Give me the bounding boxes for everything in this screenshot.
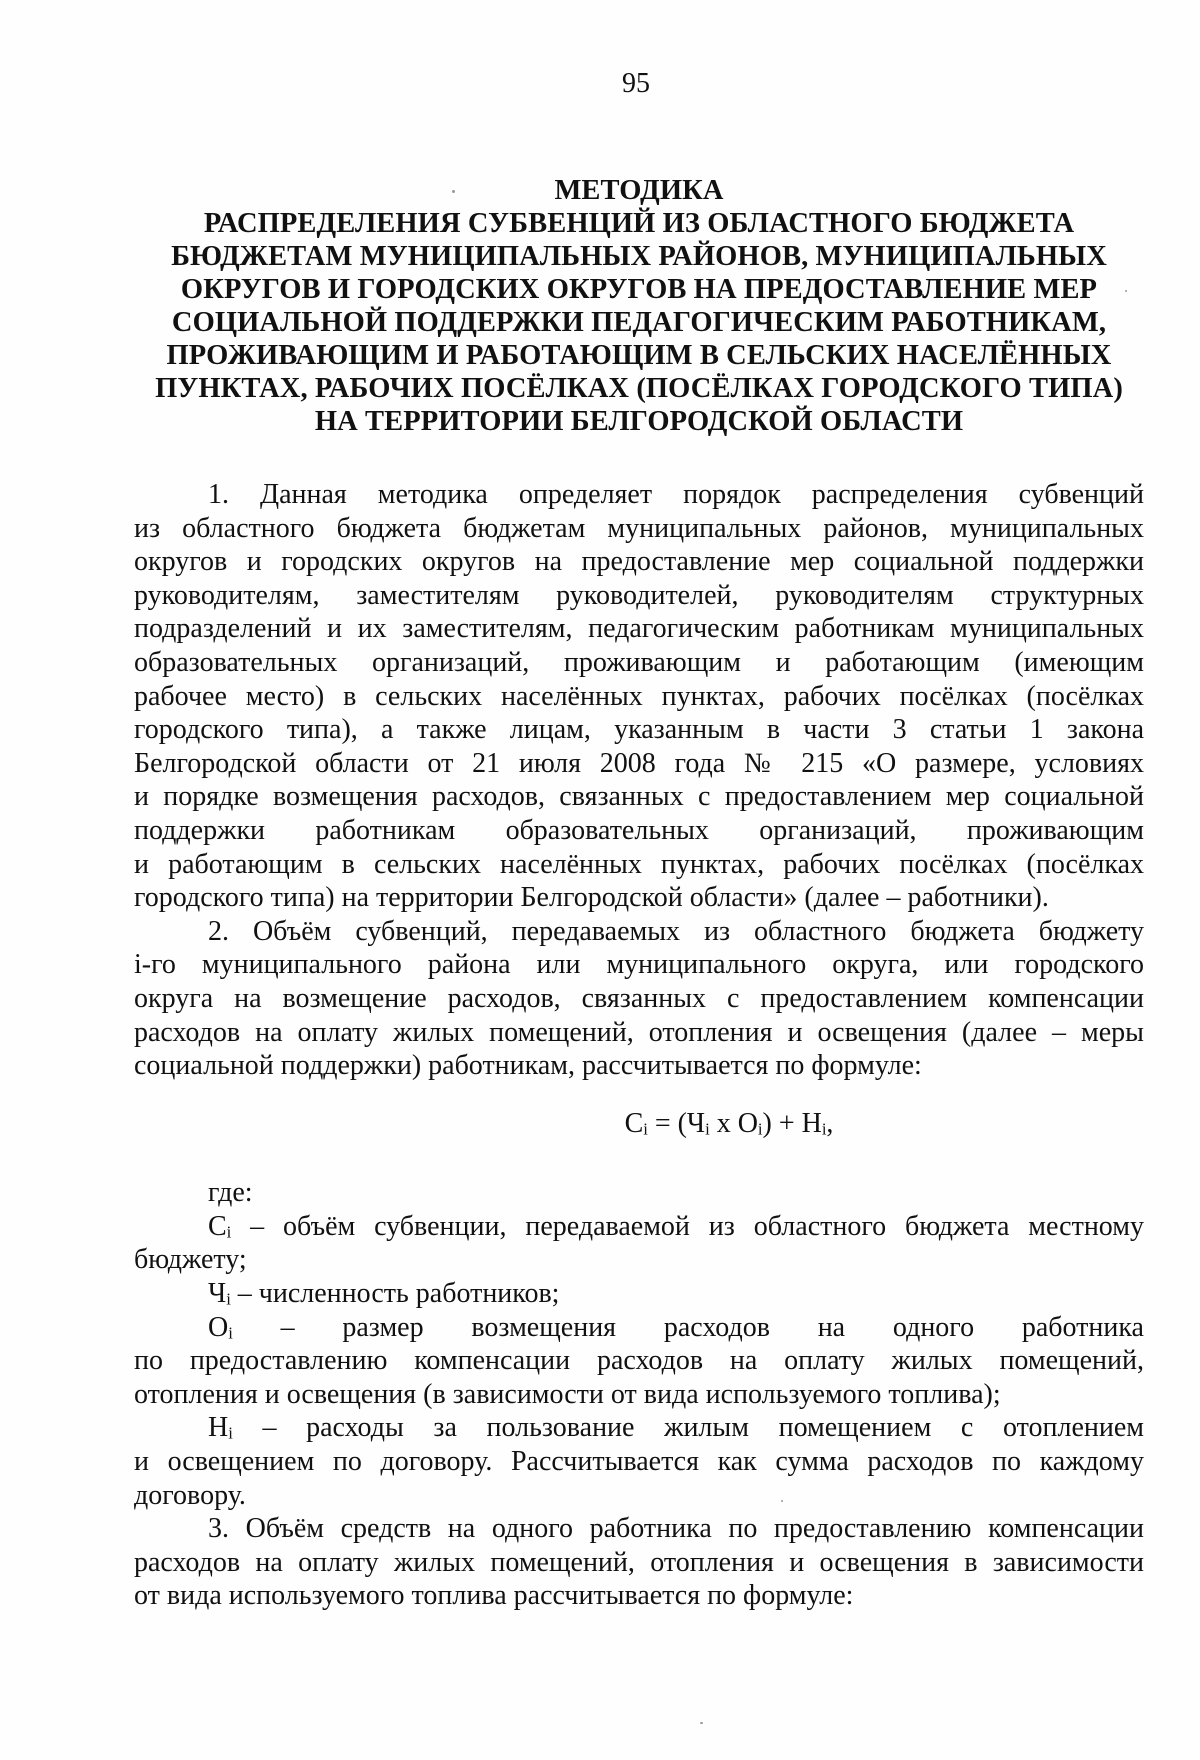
title-line: НА ТЕРРИТОРИИ БЕЛГОРОДСКОЙ ОБЛАСТИ	[314, 406, 964, 437]
definition-h-cont: и освещением по договору. Рассчитывается как сумма расходов по каждому	[134, 1446, 1144, 1478]
definitions	[134, 1176, 1144, 1512]
text-line: от вида используемого топлива рассчитывается по формуле:	[134, 1580, 854, 1612]
title-line: ОКРУГОВ И ГОРОДСКИХ ОКРУГОВ НА ПРЕДОСТАВЛЕНИЕ МЕР	[180, 274, 1098, 305]
definition-c: Cᵢ – объём субвенции, передаваемой из областного бюджета местному	[208, 1210, 1144, 1242]
text-line: округов и городских округов на предоставление мер социальной поддержки	[134, 546, 1144, 578]
text-line: 2. Объём субвенций, передаваемых из областного бюджета бюджету	[208, 915, 1144, 947]
definition-h-cont: договору.	[134, 1479, 246, 1511]
document-body	[134, 478, 1144, 1613]
text-line: и работающим в сельских населённых пунктах, рабочих посёлках (посёлках	[134, 848, 1144, 880]
text-line: i-го муниципального района или муниципального округа, или городского	[134, 949, 1144, 981]
title-line: СОЦИАЛЬНОЙ ПОДДЕРЖКИ ПЕДАГОГИЧЕСКИМ РАБОТНИКАМ,	[171, 307, 1107, 338]
text-line: расходов на оплату жилых помещений, отопления и освещения (далее – меры	[134, 1016, 1144, 1048]
text-line: городского типа) на территории Белгородской области» (далее – работники).	[134, 882, 1049, 914]
scan-speck	[700, 1722, 703, 1724]
text-line: расходов на оплату жилых помещений, отопления и освещения в зависимости	[134, 1546, 1144, 1578]
formula: Cᵢ = (Чᵢ x Oᵢ) + Hᵢ,	[624, 1107, 834, 1139]
scan-speck	[781, 1500, 783, 1502]
text-line: 3. Объём средств на одного работника по предоставлению компенсации	[208, 1513, 1144, 1545]
scan-speck	[1125, 290, 1127, 292]
paragraph-3	[134, 1512, 1144, 1613]
text-line: подразделений и их заместителям, педагогическим работникам муниципальных	[134, 613, 1144, 645]
text-line: рабочее место) в сельских населённых пунктах, рабочих посёлках (посёлках	[134, 680, 1144, 712]
text-line: округа на возмещение расходов, связанных с предоставлением компенсации	[134, 982, 1144, 1014]
text-line: 1. Данная методика определяет порядок распределения субвенций	[208, 479, 1144, 510]
title-line: МЕТОДИКА	[554, 175, 724, 206]
definition-h: Hᵢ – расходы за пользование жилым помещением с отоплением	[208, 1412, 1144, 1444]
where-label: где:	[208, 1177, 253, 1209]
text-line: поддержки работникам образовательных организаций, проживающим	[134, 814, 1144, 846]
text-line: руководителям, заместителям руководителей, руководителям структурных	[134, 579, 1144, 611]
definition-o: Oᵢ – размер возмещения расходов на одного работника	[208, 1311, 1144, 1343]
scan-speck	[452, 190, 455, 193]
document-title	[134, 174, 1144, 438]
text-line: городского типа), а также лицам, указанным в части 3 статьи 1 закона	[134, 714, 1144, 746]
title-line: БЮДЖЕТАМ МУНИЦИПАЛЬНЫХ РАЙОНОВ, МУНИЦИПАЛЬНЫХ	[171, 241, 1107, 272]
page-number: 95	[622, 68, 650, 99]
text-line: образовательных организаций, проживающим и работающим (имеющим	[134, 646, 1144, 678]
definition-c-cont: бюджету;	[134, 1244, 247, 1276]
title-line: ПРОЖИВАЮЩИМ И РАБОТАЮЩИМ В СЕЛЬСКИХ НАСЕЛЁННЫХ	[166, 340, 1112, 371]
text-line: Белгородской области от 21 июля 2008 года № 215 «О размере, условиях	[134, 747, 1144, 779]
paragraph-2	[134, 915, 1144, 1083]
definition-o-cont: отопления и освещения (в зависимости от вида используемого топлива);	[134, 1378, 1001, 1410]
title-line: ПУНКТАХ, РАБОЧИХ ПОСЁЛКАХ (ПОСЁЛКАХ ГОРОДСКОГО ТИПА)	[155, 373, 1123, 404]
paragraph-1	[134, 478, 1144, 915]
definition-o-cont: по предоставлению компенсации расходов на оплату жилых помещений,	[134, 1345, 1144, 1377]
text-line: социальной поддержки) работникам, рассчитывается по формуле:	[134, 1050, 922, 1082]
text-line: из областного бюджета бюджетам муниципальных районов, муниципальных	[134, 512, 1144, 544]
title-line: РАСПРЕДЕЛЕНИЯ СУБВЕНЦИЙ ИЗ ОБЛАСТНОГО БЮДЖЕТА	[203, 208, 1075, 239]
definition-ch: Чᵢ – численность работников;	[208, 1278, 560, 1310]
text-line: и порядке возмещения расходов, связанных с предоставлением мер социальной	[134, 781, 1144, 813]
